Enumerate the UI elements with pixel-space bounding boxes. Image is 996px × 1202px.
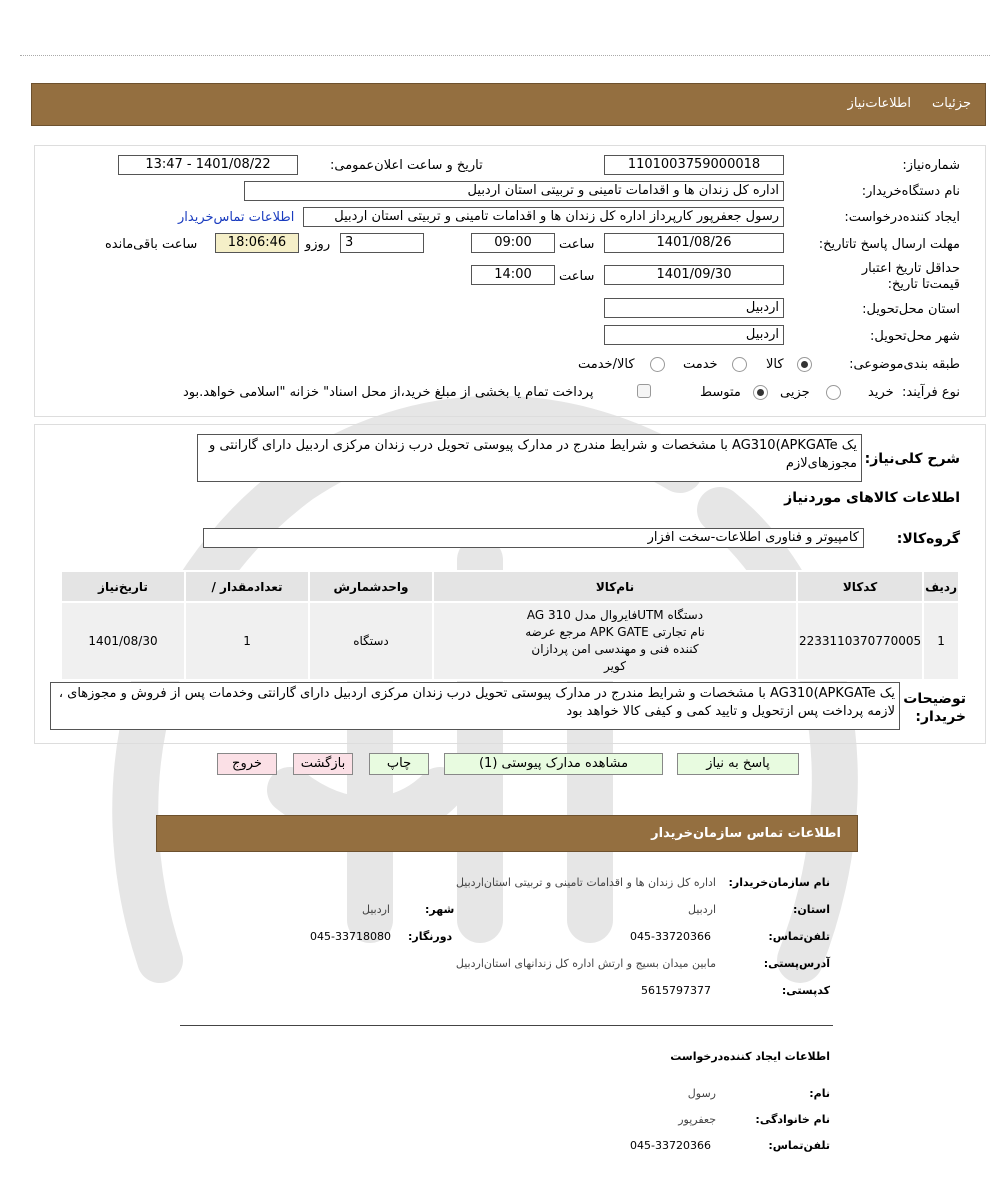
creator-family-value: جعفرپور bbox=[678, 1113, 716, 1126]
contact-city-label: شهر: bbox=[425, 903, 455, 916]
cell-unit: دستگاه bbox=[309, 602, 433, 680]
category-both-radio[interactable] bbox=[650, 357, 665, 372]
back-button[interactable]: بازگشت bbox=[293, 753, 353, 775]
process-partial-radio[interactable] bbox=[826, 385, 841, 400]
goods-info-title: اطلاعات کالاهای موردنیاز bbox=[784, 490, 960, 506]
postal-value: 5615797377 bbox=[641, 984, 711, 997]
category-goods-label: کالا bbox=[766, 357, 784, 372]
contact-city-value: اردبیل bbox=[362, 903, 390, 916]
creator-family-label: نام خانوادگی: bbox=[755, 1113, 830, 1126]
creator-name-value: رسول bbox=[687, 1087, 716, 1100]
announce-field: 1401/08/22 - 13:47 bbox=[118, 155, 298, 175]
col-header-name: نام‌کالا bbox=[433, 571, 797, 602]
creator-phone-label: تلفن‌تماس: bbox=[768, 1139, 830, 1152]
group-field: کامپیوتر و فناوری اطلاعات-سخت افزار bbox=[203, 528, 864, 548]
buyer-contact-link[interactable]: اطلاعات تماس‌خریدار bbox=[178, 210, 295, 225]
creator-info-title: اطلاعات ایجاد کننده‌درخواست bbox=[670, 1050, 830, 1063]
days-field: 3 bbox=[340, 233, 424, 253]
contact-province-label: استان: bbox=[793, 903, 830, 916]
deadline-label: مهلت ارسال پاسخ تا‌تاریخ: bbox=[818, 237, 960, 252]
org-value: اداره کل زندان ها و اقدامات تامینی و تربیتی استان‌اردبیل bbox=[455, 876, 716, 889]
tab-need-info[interactable]: اطلاعات‌نیاز bbox=[847, 96, 911, 111]
cell-need-date: 1401/08/30 bbox=[61, 602, 185, 680]
col-header-date: تاریخ‌نیاز bbox=[61, 571, 185, 602]
buyer-field: اداره کل زندان ها و اقدامات تامینی و تربیتی استان اردبیل bbox=[244, 181, 784, 201]
process-buy-label: خرید bbox=[868, 385, 894, 400]
process-partial-label: جزیی bbox=[780, 385, 810, 400]
remaining-time-field: 18:06:46 bbox=[215, 233, 299, 253]
validity-hour-label: ساعت bbox=[559, 269, 595, 284]
treasury-payment-note: پرداخت تمام یا بخشی از مبلغ خرید،از محل اسناد" خزانه "اسلامی خواهد.بود bbox=[183, 385, 594, 400]
view-documents-button[interactable]: مشاهده مدارک پیوستی (1) bbox=[444, 753, 663, 775]
city-label: شهر محل‌تحویل: bbox=[870, 329, 960, 344]
deadline-hour-label: ساعت bbox=[559, 237, 595, 252]
tab-details[interactable]: جزئیات bbox=[932, 96, 971, 111]
creator-label: ایجاد کننده‌درخواست: bbox=[844, 210, 960, 225]
col-header-code: کدکالا bbox=[797, 571, 923, 602]
process-label: نوع فرآیند: bbox=[902, 385, 960, 400]
province-label: استان محل‌تحویل: bbox=[862, 302, 960, 317]
print-button[interactable]: چاپ bbox=[369, 753, 429, 775]
validity-time-field: 14:00 bbox=[471, 265, 555, 285]
need-number-label: شماره‌نیاز: bbox=[902, 158, 960, 173]
postal-label: کد‌پستی: bbox=[781, 984, 830, 997]
contact-divider bbox=[180, 1025, 833, 1026]
org-label: نام سازمان‌خریدار: bbox=[728, 876, 830, 889]
validity-label: حداقل تاریخ اعتبار قیمت‌تا تاریخ: bbox=[861, 261, 960, 292]
announce-label: تاریخ و ساعت اعلان‌عمومی: bbox=[330, 158, 483, 173]
top-dotted-divider bbox=[20, 55, 990, 56]
summary-label: شرح کلی‌نیاز: bbox=[864, 451, 960, 467]
validity-date-field: 1401/09/30 bbox=[604, 265, 784, 285]
category-label: طبقه بندی‌موضوعی: bbox=[849, 357, 960, 372]
page-header-bar bbox=[31, 83, 986, 126]
category-both-label: کالا/خدمت bbox=[578, 357, 635, 372]
deadline-time-field: 09:00 bbox=[471, 233, 555, 253]
creator-name-label: نام: bbox=[809, 1087, 830, 1100]
cell-goods-name: دستگاه UTMفایروال مدل AG 310 نام تجارتی APK GATE مرجع عرضه کننده فنی و مهندسی امن پردازان کویر bbox=[433, 602, 797, 680]
creator-field: رسول جعفرپور کارپرداز اداره کل زندان ها و اقدامات تامینی و تربیتی استان اردبیل bbox=[303, 207, 784, 227]
category-service-label: خدمت bbox=[683, 357, 718, 372]
city-field: اردبیل bbox=[604, 325, 784, 345]
summary-field: یک AG310(APKGATe با مشخصات و شرایط مندرج در مدارک پیوستی تحویل درب زندان مرکزی اردبیل دارای گارانتی و مجوزهای‌لازم bbox=[197, 434, 862, 482]
phone-value: 045-33720366 bbox=[630, 930, 711, 943]
treasury-payment-checkbox[interactable] bbox=[637, 384, 651, 398]
cell-quantity: 1 bbox=[185, 602, 309, 680]
days-label: روزو bbox=[305, 237, 331, 252]
reply-button[interactable]: پاسخ به نیاز bbox=[677, 753, 799, 775]
col-header-unit: واحدشمارش bbox=[309, 571, 433, 602]
contact-header-title: اطلاعات تماس سازمان‌خریدار bbox=[651, 826, 841, 841]
deadline-date-field: 1401/08/26 bbox=[604, 233, 784, 253]
address-label: آدرس‌پستی: bbox=[763, 957, 830, 970]
buyer-notes-label: توضیحات خریدار: bbox=[903, 691, 966, 725]
contact-header-bar bbox=[156, 815, 858, 852]
address-value: مابین میدان بسیج و ارتش اداره کل زندانهای استان‌اردبیل bbox=[455, 957, 716, 970]
table-header-row bbox=[61, 571, 959, 602]
table-row bbox=[61, 602, 959, 680]
col-header-row: ردیف bbox=[923, 571, 959, 602]
phone-label: تلفن‌تماس: bbox=[768, 930, 830, 943]
category-service-radio[interactable] bbox=[732, 357, 747, 372]
contact-province-value: اردبیل bbox=[688, 903, 716, 916]
cell-goods-code: 2233110370770005 bbox=[797, 602, 923, 680]
goods-table bbox=[60, 570, 960, 681]
buyer-notes-field: یک AG310(APKGATe با مشخصات و شرایط مندرج در مدارک پیوستی تحویل درب زندان مرکزی اردبیل دارای گارانتی وخدمات پس از فروش و مجوزهای ، لازمه پرداخت پس ازتحویل و تایید کمی و کیفی کالا خواهد بود bbox=[50, 682, 900, 730]
process-medium-radio[interactable] bbox=[753, 385, 768, 400]
exit-button[interactable]: خروج bbox=[217, 753, 277, 775]
province-field: اردبیل bbox=[604, 298, 784, 318]
fax-value: 045-33718080 bbox=[310, 930, 391, 943]
col-header-qty: تعدادمقدار / bbox=[185, 571, 309, 602]
group-label: گروه‌کالا: bbox=[896, 531, 960, 547]
buyer-label: نام دستگاه‌خریدار: bbox=[861, 184, 960, 199]
category-goods-radio[interactable] bbox=[797, 357, 812, 372]
remaining-label: ساعت باقی‌مانده bbox=[105, 237, 198, 252]
process-medium-label: متوسط bbox=[700, 385, 741, 400]
creator-phone-value: 045-33720366 bbox=[630, 1139, 711, 1152]
cell-row-number: 1 bbox=[923, 602, 959, 680]
need-number-field: 1101003759000018 bbox=[604, 155, 784, 175]
fax-label: دورنگار: bbox=[408, 930, 453, 943]
